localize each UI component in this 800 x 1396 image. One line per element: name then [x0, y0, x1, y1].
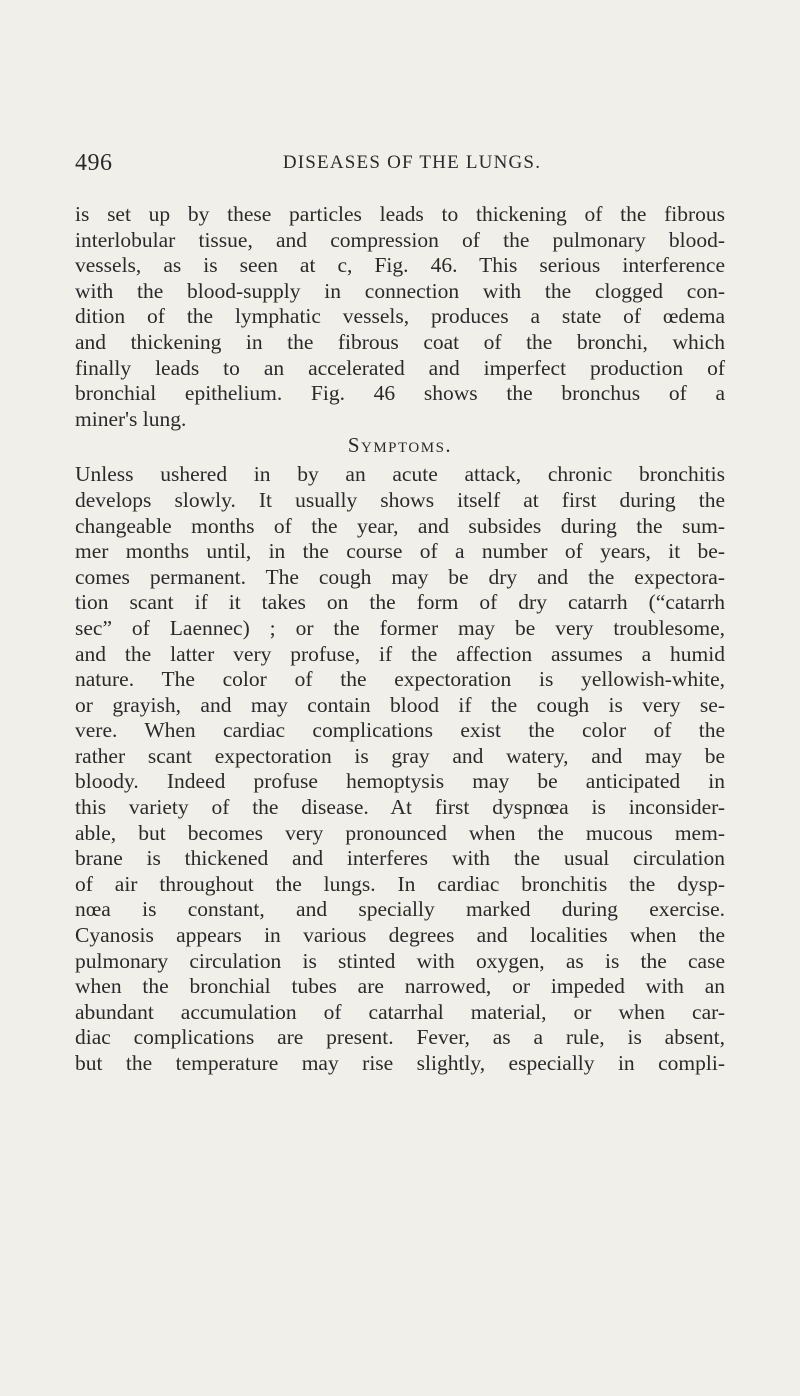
text-line: comes permanent. The cough may be dry and the expectora-	[75, 564, 725, 589]
text-line: vere. When cardiac complications exist the color of the	[75, 718, 725, 743]
text-line: sec” of Laennec) ; or the former may be very troublesome,	[75, 615, 725, 640]
text-line: changeable months of the year, and subsides during the sum-	[75, 513, 725, 538]
text-line: when the bronchial tubes are narrowed, or impeded with an	[75, 974, 725, 999]
text-line: able, but becomes very pronounced when the mucous mem-	[75, 820, 725, 845]
text-line: pulmonary circulation is stinted with oxygen, as is the case	[75, 948, 725, 973]
text-line: Unless ushered in by an acute attack, chronic bronchitis	[75, 462, 725, 487]
text-line: mer months until, in the course of a number of years, it be-	[75, 539, 725, 564]
text-line: and the latter very profuse, if the affection assumes a humid	[75, 641, 725, 666]
text-line: and thickening in the fibrous coat of the bronchi, which	[75, 329, 725, 354]
body-text	[75, 202, 725, 1077]
text-line: develops slowly. It usually shows itself at first during the	[75, 487, 725, 512]
text-line: rather scant expectoration is gray and watery, and may be	[75, 743, 725, 768]
text-line: diac complications are present. Fever, as a rule, is absent,	[75, 1025, 725, 1050]
text-line: vessels, as is seen at c, Fig. 46. This serious interference	[75, 253, 725, 278]
text-line: but the temperature may rise slightly, especially in compli-	[75, 1051, 725, 1075]
section-heading: Symptoms.	[347, 433, 453, 458]
page-header	[75, 150, 725, 180]
text-line: bronchial epithelium. Fig. 46 shows the bronchus of a	[75, 381, 725, 406]
text-line: nœa is constant, and specially marked during exercise.	[75, 897, 725, 922]
text-line: bloody. Indeed profuse hemoptysis may be anticipated in	[75, 769, 725, 794]
text-line: Cyanosis appears in various degrees and localities when the	[75, 923, 725, 948]
paragraph-1	[75, 202, 725, 432]
text-line: dition of the lymphatic vessels, produces a state of œdema	[75, 304, 725, 329]
text-line: interlobular tissue, and compression of the pulmonary blood-	[75, 227, 725, 252]
text-line: finally leads to an accelerated and imperfect production of	[75, 355, 725, 380]
text-line: with the blood-supply in connection with the clogged con-	[75, 278, 725, 303]
text-line: tion scant if it takes on the form of dry catarrh (“catarrh	[75, 590, 725, 615]
text-line: brane is thickened and interferes with the usual circulation	[75, 846, 725, 871]
paragraph-2	[75, 462, 725, 1076]
text-line: or grayish, and may contain blood if the cough is very se-	[75, 692, 725, 717]
text-line: abundant accumulation of catarrhal material, or when car-	[75, 999, 725, 1024]
text-line: is set up by these particles leads to thickening of the fibrous	[75, 202, 725, 226]
text-line: of air throughout the lungs. In cardiac bronchitis the dysp-	[75, 871, 725, 896]
page-number: 496	[75, 150, 113, 176]
running-head: DISEASES OF THE LUNGS.	[282, 152, 542, 173]
text-line: this variety of the disease. At first dyspnœa is inconsider-	[75, 795, 725, 820]
text-line: nature. The color of the expectoration is yellowish-white,	[75, 667, 725, 692]
text-line: miner's lung.	[75, 406, 187, 431]
